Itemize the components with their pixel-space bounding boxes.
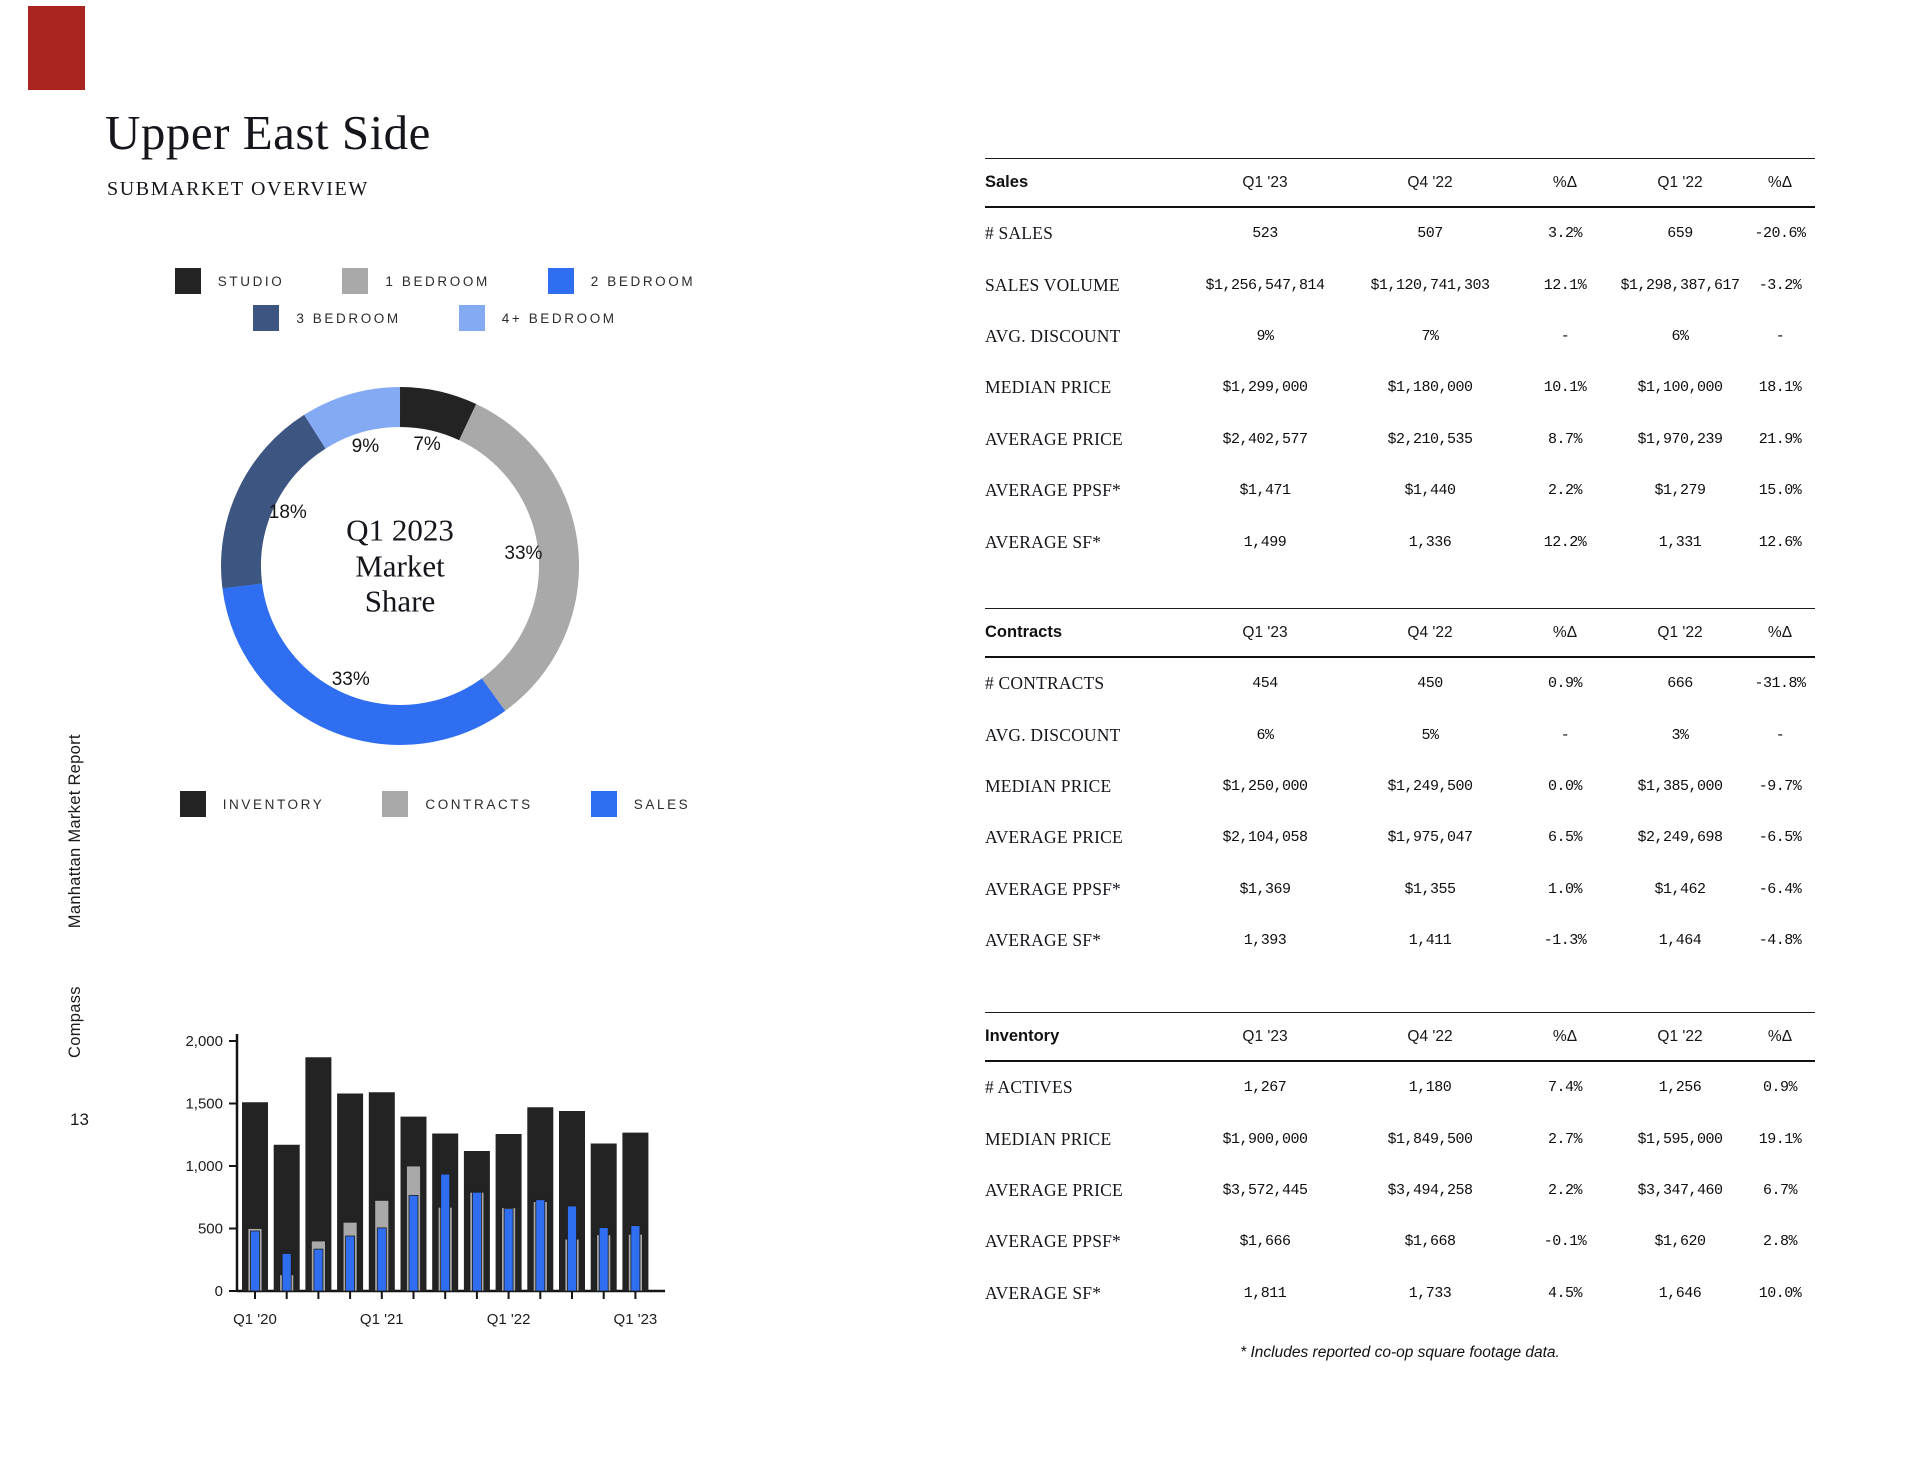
table-row	[985, 465, 1815, 516]
x-axis-tick-label: Q1 '21	[359, 1311, 404, 1328]
cell-value: $1,970,239	[1637, 430, 1723, 448]
column-header: %Δ	[1552, 1027, 1578, 1045]
cell-value: 12.6%	[1758, 533, 1802, 551]
column-header: %Δ	[1552, 173, 1578, 191]
table-row	[985, 208, 1815, 259]
legend-swatch	[180, 791, 206, 817]
cell-value: 1,180	[1408, 1079, 1452, 1097]
column-header: %Δ	[1767, 1027, 1793, 1045]
cell-value: 523	[1252, 225, 1278, 243]
cell-value: 12.1%	[1543, 276, 1587, 294]
cell-value: 12.2%	[1543, 533, 1587, 551]
report-name: Manhattan Market Report	[66, 734, 84, 929]
cell-value: 454	[1252, 675, 1278, 693]
cell-value: $2,402,577	[1222, 430, 1308, 448]
x-axis-tick-label: Q1 '23	[613, 1311, 658, 1328]
column-header: Q4 '22	[1407, 1027, 1453, 1045]
row-label: AVG. DISCOUNT	[985, 724, 1121, 745]
cell-value: 0.9%	[1762, 1079, 1797, 1097]
table-row	[985, 311, 1815, 362]
cell-value: 7%	[1421, 327, 1439, 345]
cell-value: $1,975,047	[1387, 829, 1473, 847]
cell-value: 2.8%	[1762, 1233, 1797, 1251]
legend-swatch	[591, 791, 617, 817]
cell-value: $2,249,698	[1637, 829, 1723, 847]
legend-label: 1 BEDROOM	[385, 273, 490, 289]
y-axis-tick-label: 1,000	[185, 1158, 223, 1175]
x-axis-tick-label: Q1 '22	[486, 1311, 531, 1328]
cell-value: 507	[1417, 225, 1443, 243]
donut-legend-row-1	[105, 268, 765, 294]
column-header: Q1 '22	[1657, 623, 1703, 641]
cell-value: 7.4%	[1547, 1079, 1582, 1097]
cell-value: 450	[1417, 675, 1443, 693]
row-label: MEDIAN PRICE	[985, 775, 1112, 796]
cell-value: 2.2%	[1547, 1181, 1582, 1199]
table-row	[985, 658, 1815, 709]
cell-value: $1,471	[1239, 482, 1291, 500]
donut-center-line: Q1 2023	[346, 512, 454, 548]
cell-value: -3.2%	[1758, 276, 1802, 294]
cell-value: 1,393	[1243, 932, 1287, 950]
table-row	[985, 259, 1815, 310]
cell-value: $1,668	[1404, 1233, 1456, 1251]
legend-item	[548, 268, 695, 294]
table-row	[985, 516, 1815, 567]
row-label: SALES VOLUME	[985, 274, 1120, 295]
row-label: AVERAGE PPSF*	[985, 480, 1122, 501]
legend-swatch	[175, 268, 201, 294]
cell-value: 1,811	[1243, 1284, 1287, 1302]
table-row	[985, 761, 1815, 812]
row-label: # SALES	[985, 223, 1054, 244]
column-header: Q4 '22	[1407, 173, 1453, 191]
sales-bar	[631, 1226, 640, 1291]
cell-value: 9%	[1256, 327, 1274, 345]
sales-bar	[251, 1231, 260, 1291]
footnote: * Includes reported co-op square footage data.	[1240, 1344, 1560, 1361]
cell-value: 1,646	[1658, 1284, 1702, 1302]
cell-value: 666	[1667, 675, 1693, 693]
sales-bar	[568, 1206, 577, 1291]
row-label: AVERAGE SF*	[985, 1282, 1102, 1303]
sales-bar	[409, 1195, 418, 1291]
table-row	[985, 915, 1815, 966]
cell-value: 1.0%	[1547, 880, 1582, 898]
market-share-donut-chart	[200, 366, 600, 766]
donut-center-line: Market	[355, 548, 445, 584]
legend-swatch	[253, 305, 279, 331]
row-label: AVERAGE PPSF*	[985, 878, 1122, 899]
row-label: # ACTIVES	[985, 1077, 1073, 1098]
row-label: AVERAGE PRICE	[985, 1179, 1123, 1200]
legend-swatch	[382, 791, 408, 817]
quarterly-bar-chart	[175, 1026, 705, 1346]
column-header: Q4 '22	[1407, 623, 1453, 641]
legend-label: 3 BEDROOM	[296, 310, 401, 326]
table-inventory	[985, 1012, 1815, 1319]
legend-swatch	[342, 268, 368, 294]
legend-label: STUDIO	[217, 273, 285, 289]
legend-label: 2 BEDROOM	[590, 273, 696, 289]
row-label: AVERAGE SF*	[985, 930, 1102, 951]
cell-value: $1,369	[1239, 880, 1291, 898]
cell-value: 0.9%	[1547, 675, 1582, 693]
cell-value: -6.5%	[1758, 829, 1802, 847]
cell-value: $1,620	[1654, 1233, 1706, 1251]
table-header-row	[985, 158, 1815, 208]
row-label: AVERAGE SF*	[985, 531, 1102, 552]
page-subtitle: SUBMARKET OVERVIEW	[107, 178, 369, 200]
cell-value: 1,336	[1408, 533, 1452, 551]
donut-percent-label: 18%	[268, 502, 307, 524]
legend-item	[382, 791, 532, 817]
column-header: Q1 '22	[1657, 1027, 1703, 1045]
column-header: Q1 '23	[1242, 623, 1288, 641]
y-axis-tick-label: 0	[214, 1283, 223, 1300]
column-header: %Δ	[1767, 623, 1793, 641]
cell-value: 6%	[1256, 726, 1274, 744]
cell-value: 19.1%	[1758, 1130, 1802, 1148]
cell-value: 10.0%	[1758, 1284, 1802, 1302]
cell-value: 3%	[1671, 726, 1689, 744]
x-axis-tick-label: Q1 '20	[233, 1311, 277, 1328]
sales-bar	[599, 1228, 608, 1291]
table-row	[985, 1165, 1815, 1216]
cell-value: $1,256,547,814	[1205, 276, 1325, 294]
cell-value: -31.8%	[1754, 675, 1806, 693]
cell-value: 1,733	[1408, 1284, 1452, 1302]
tables-region	[985, 0, 1815, 1484]
table-row	[985, 414, 1815, 465]
legend-label: 4+ BEDROOM	[501, 310, 617, 326]
page-number: 13	[70, 1110, 89, 1129]
cell-value: 8.7%	[1547, 430, 1582, 448]
cell-value: $3,494,258	[1387, 1181, 1473, 1199]
row-label: AVERAGE PPSF*	[985, 1231, 1122, 1252]
donut-percent-label: 9%	[351, 435, 380, 457]
corner-accent-mark	[28, 6, 85, 90]
cell-value: $1,849,500	[1387, 1130, 1473, 1148]
cell-value: -1.3%	[1543, 932, 1587, 950]
cell-value: -4.8%	[1758, 932, 1802, 950]
cell-value: $1,440	[1404, 482, 1456, 500]
table-title: Inventory	[985, 1027, 1060, 1045]
donut-percent-label: 33%	[504, 543, 543, 565]
legend-item	[175, 268, 285, 294]
donut-percent-label: 7%	[413, 433, 441, 455]
cell-value: -9.7%	[1758, 777, 1802, 795]
sales-bar	[472, 1192, 481, 1291]
table-header-row	[985, 1012, 1815, 1062]
cell-value: $2,104,058	[1222, 829, 1308, 847]
table-title: Sales	[985, 173, 1029, 191]
cell-value: 1,256	[1658, 1079, 1702, 1097]
cell-value: $1,120,741,303	[1370, 276, 1490, 294]
legend-item	[459, 305, 617, 331]
cell-value: -	[1775, 726, 1785, 744]
cell-value: 21.9%	[1758, 430, 1802, 448]
left-column	[105, 0, 765, 1484]
y-axis-tick-label: 1,500	[185, 1095, 223, 1113]
table-row	[985, 1268, 1815, 1319]
cell-value: 5%	[1421, 726, 1439, 744]
row-label: AVERAGE PRICE	[985, 428, 1123, 449]
cell-value: 1,331	[1658, 533, 1702, 551]
cell-value: $1,100,000	[1637, 379, 1723, 397]
bar-chart-legend-row	[105, 791, 765, 817]
sales-bar	[282, 1254, 291, 1292]
row-label: # CONTRACTS	[985, 673, 1105, 694]
cell-value: -	[1560, 327, 1570, 345]
cell-value: 15.0%	[1758, 482, 1802, 500]
legend-item	[180, 791, 325, 817]
cell-value: 2.2%	[1547, 482, 1582, 500]
page-title: Upper East Side	[105, 105, 431, 160]
row-label: MEDIAN PRICE	[985, 377, 1112, 398]
sales-bar	[441, 1174, 450, 1291]
cell-value: 4.5%	[1547, 1284, 1582, 1302]
table-row	[985, 1113, 1815, 1164]
table-header-row	[985, 608, 1815, 658]
legend-label: CONTRACTS	[425, 796, 533, 812]
cell-value: $1,249,500	[1387, 777, 1473, 795]
cell-value: 6%	[1671, 327, 1689, 345]
sales-bar	[346, 1236, 355, 1291]
column-header: Q1 '22	[1657, 173, 1703, 191]
cell-value: 6.7%	[1762, 1181, 1797, 1199]
table-row	[985, 709, 1815, 760]
column-header: Q1 '23	[1242, 1027, 1288, 1045]
cell-value: $1,298,387,617	[1620, 276, 1740, 294]
table-row	[985, 864, 1815, 915]
legend-label: SALES	[633, 796, 691, 812]
table-contracts	[985, 608, 1815, 966]
cell-value: $1,279	[1654, 482, 1706, 500]
cell-value: $1,385,000	[1637, 777, 1723, 795]
bar-chart-svg	[175, 1026, 705, 1346]
cell-value: 0.0%	[1547, 777, 1582, 795]
sales-bar	[377, 1228, 386, 1291]
cell-value: 10.1%	[1543, 379, 1587, 397]
cell-value: $1,299,000	[1222, 379, 1308, 397]
cell-value: $1,462	[1654, 880, 1706, 898]
table-sales	[985, 158, 1815, 568]
legend-item	[591, 791, 691, 817]
cell-value: -6.4%	[1758, 880, 1802, 898]
cell-value: $2,210,535	[1387, 430, 1473, 448]
legend-item	[253, 305, 400, 331]
cell-value: $1,180,000	[1387, 379, 1473, 397]
cell-value: $1,595,000	[1637, 1130, 1723, 1148]
cell-value: 3.2%	[1547, 225, 1582, 243]
y-axis-tick-label: 2,000	[185, 1033, 223, 1050]
legend-label: INVENTORY	[222, 796, 325, 812]
brand-name: Compass	[66, 986, 84, 1058]
y-axis-tick-label: 500	[197, 1220, 223, 1238]
row-label: AVERAGE PRICE	[985, 827, 1123, 848]
column-header: Q1 '23	[1242, 173, 1288, 191]
legend-item	[342, 268, 489, 294]
cell-value: 1,464	[1658, 932, 1702, 950]
cell-value: $1,355	[1404, 880, 1456, 898]
cell-value: 6.5%	[1547, 829, 1582, 847]
table-row	[985, 362, 1815, 413]
row-label: AVG. DISCOUNT	[985, 325, 1121, 346]
cell-value: $3,572,445	[1222, 1181, 1308, 1199]
cell-value: 2.7%	[1547, 1130, 1582, 1148]
sales-bar	[314, 1249, 323, 1291]
cell-value: $3,347,460	[1637, 1181, 1723, 1199]
cell-value: 18.1%	[1758, 379, 1802, 397]
vertical-brand-text	[66, 734, 85, 1058]
table-row	[985, 1216, 1815, 1267]
table-row	[985, 812, 1815, 863]
donut-center-label	[346, 513, 454, 620]
column-header: %Δ	[1767, 173, 1793, 191]
sales-bar	[536, 1200, 545, 1291]
legend-swatch	[548, 268, 574, 294]
cell-value: $1,666	[1239, 1233, 1291, 1251]
sales-bar	[504, 1209, 513, 1291]
table-title: Contracts	[985, 623, 1063, 641]
cell-value: 1,499	[1243, 533, 1287, 551]
cell-value: -	[1560, 726, 1570, 744]
donut-percent-label: 33%	[331, 668, 370, 690]
cell-value: -0.1%	[1543, 1233, 1587, 1251]
cell-value: 659	[1667, 225, 1693, 243]
cell-value: 1,267	[1243, 1079, 1287, 1097]
cell-value: $1,900,000	[1222, 1130, 1308, 1148]
donut-center-line: Share	[364, 583, 436, 619]
donut-legend-row-2	[105, 305, 765, 331]
column-header: %Δ	[1552, 623, 1578, 641]
table-row	[985, 1062, 1815, 1113]
cell-value: -	[1775, 327, 1785, 345]
legend-swatch	[459, 305, 485, 331]
cell-value: $1,250,000	[1222, 777, 1308, 795]
cell-value: 1,411	[1408, 932, 1452, 950]
cell-value: -20.6%	[1754, 225, 1806, 243]
row-label: MEDIAN PRICE	[985, 1128, 1112, 1149]
